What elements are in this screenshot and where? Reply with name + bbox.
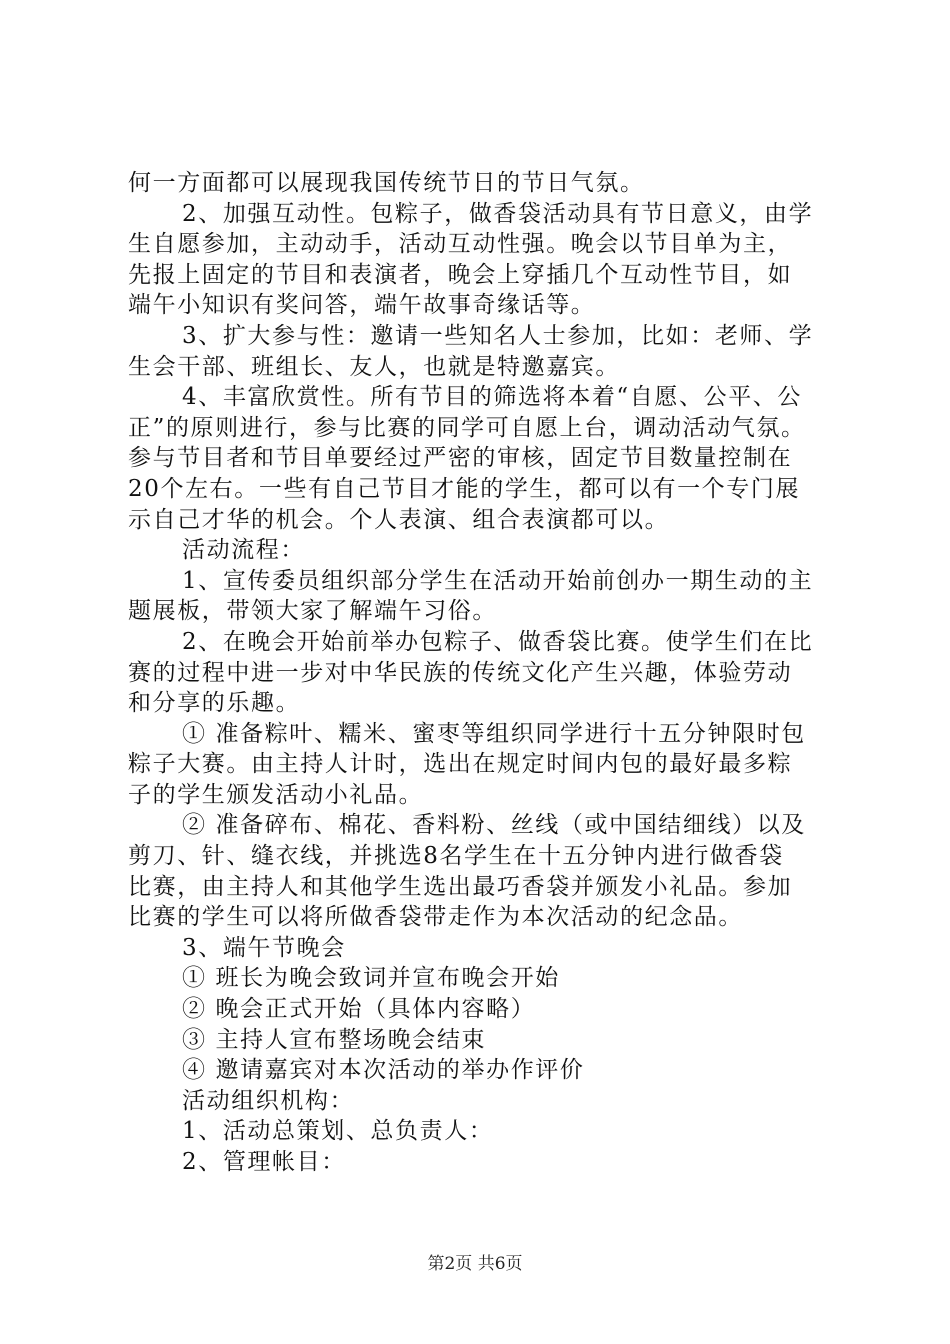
text-line: ② 晚会正式开始（具体内容略） — [182, 996, 536, 1023]
text-line: 3、端午节晚会 — [182, 934, 346, 961]
text-line: 2、管理帐目： — [182, 1149, 346, 1175]
text-line: 生会干部、班组长、友人，也就是特邀嘉宾。 — [128, 353, 620, 380]
text-line: 子的学生颁发活动小礼品。 — [128, 781, 424, 808]
text-line: ① 准备粽叶、糯米、蜜枣等组织同学进行十五分钟限时包 — [182, 720, 806, 747]
text-line: 赛的过程中进一步对中华民族的传统文化产生兴趣，体验劳动 — [128, 659, 793, 686]
text-line: 活动组织机构： — [182, 1087, 355, 1114]
text-line: 1、活动总策划、总负责人： — [182, 1118, 494, 1145]
text-line: 剪刀、针、缝衣线，并挑选8名学生在十五分钟内进行做香袋 — [128, 843, 784, 870]
text-line: 比赛，由主持人和其他学生选出最巧香袋并颁发小礼品。参加 — [128, 873, 793, 900]
text-line: 2、加强互动性。包粽子，做香袋活动具有节日意义，由学 — [182, 200, 814, 227]
text-line: ③ 主持人宣布整场晚会结束 — [182, 1026, 487, 1053]
text-line: 3、扩大参与性：邀请一些知名人士参加，比如：老师、学 — [182, 322, 814, 349]
document-body — [128, 168, 836, 1178]
text-line: 参与节目者和节目单要经过严密的审核，固定节目数量控制在 — [128, 445, 793, 472]
text-line: 20个左右。一些有自己节目才能的学生，都可以有一个专门展 — [128, 475, 801, 502]
text-line: 先报上固定的节目和表演者，晚会上穿插几个互动性节目，如 — [128, 261, 793, 288]
text-line: 端午小知识有奖问答，端午故事奇缘话等。 — [128, 292, 596, 319]
text-line: 正”的原则进行，参与比赛的同学可自愿上台，调动活动气氛。 — [128, 414, 806, 441]
text-line: 题展板，带领大家了解端午习俗。 — [128, 598, 497, 625]
text-line: ① 班长为晚会致词并宣布晚会开始 — [182, 965, 560, 992]
text-line: 比赛的学生可以将所做香袋带走作为本次活动的纪念品。 — [128, 904, 743, 931]
page-footer: 第2页 共6页 — [427, 1254, 523, 1274]
text-line: 粽子大赛。由主持人计时，选出在规定时间内包的最好最多粽 — [128, 751, 793, 778]
text-line: 和分享的乐趣。 — [128, 690, 301, 717]
text-line: ② 准备碎布、棉花、香料粉、丝线（或中国结细线）以及 — [182, 812, 806, 839]
text-line: 活动流程： — [182, 537, 305, 564]
text-line: 生自愿参加，主动动手，活动互动性强。晚会以节目单为主， — [128, 231, 793, 258]
text-line: 4、丰富欣赏性。所有节目的筛选将本着“自愿、公平、公 — [182, 384, 802, 411]
text-line: ④ 邀请嘉宾对本次活动的举办作评价 — [182, 1057, 585, 1084]
text-line: 示自己才华的机会。个人表演、组合表演都可以。 — [128, 506, 670, 533]
text-line: 2、在晚会开始前举办包粽子、做香袋比赛。使学生们在比 — [182, 628, 814, 655]
text-line: 1、宣传委员组织部分学生在活动开始前创办一期生动的主 — [182, 567, 814, 594]
text-line: 何一方面都可以展现我国传统节日的节日气氛。 — [128, 170, 645, 196]
